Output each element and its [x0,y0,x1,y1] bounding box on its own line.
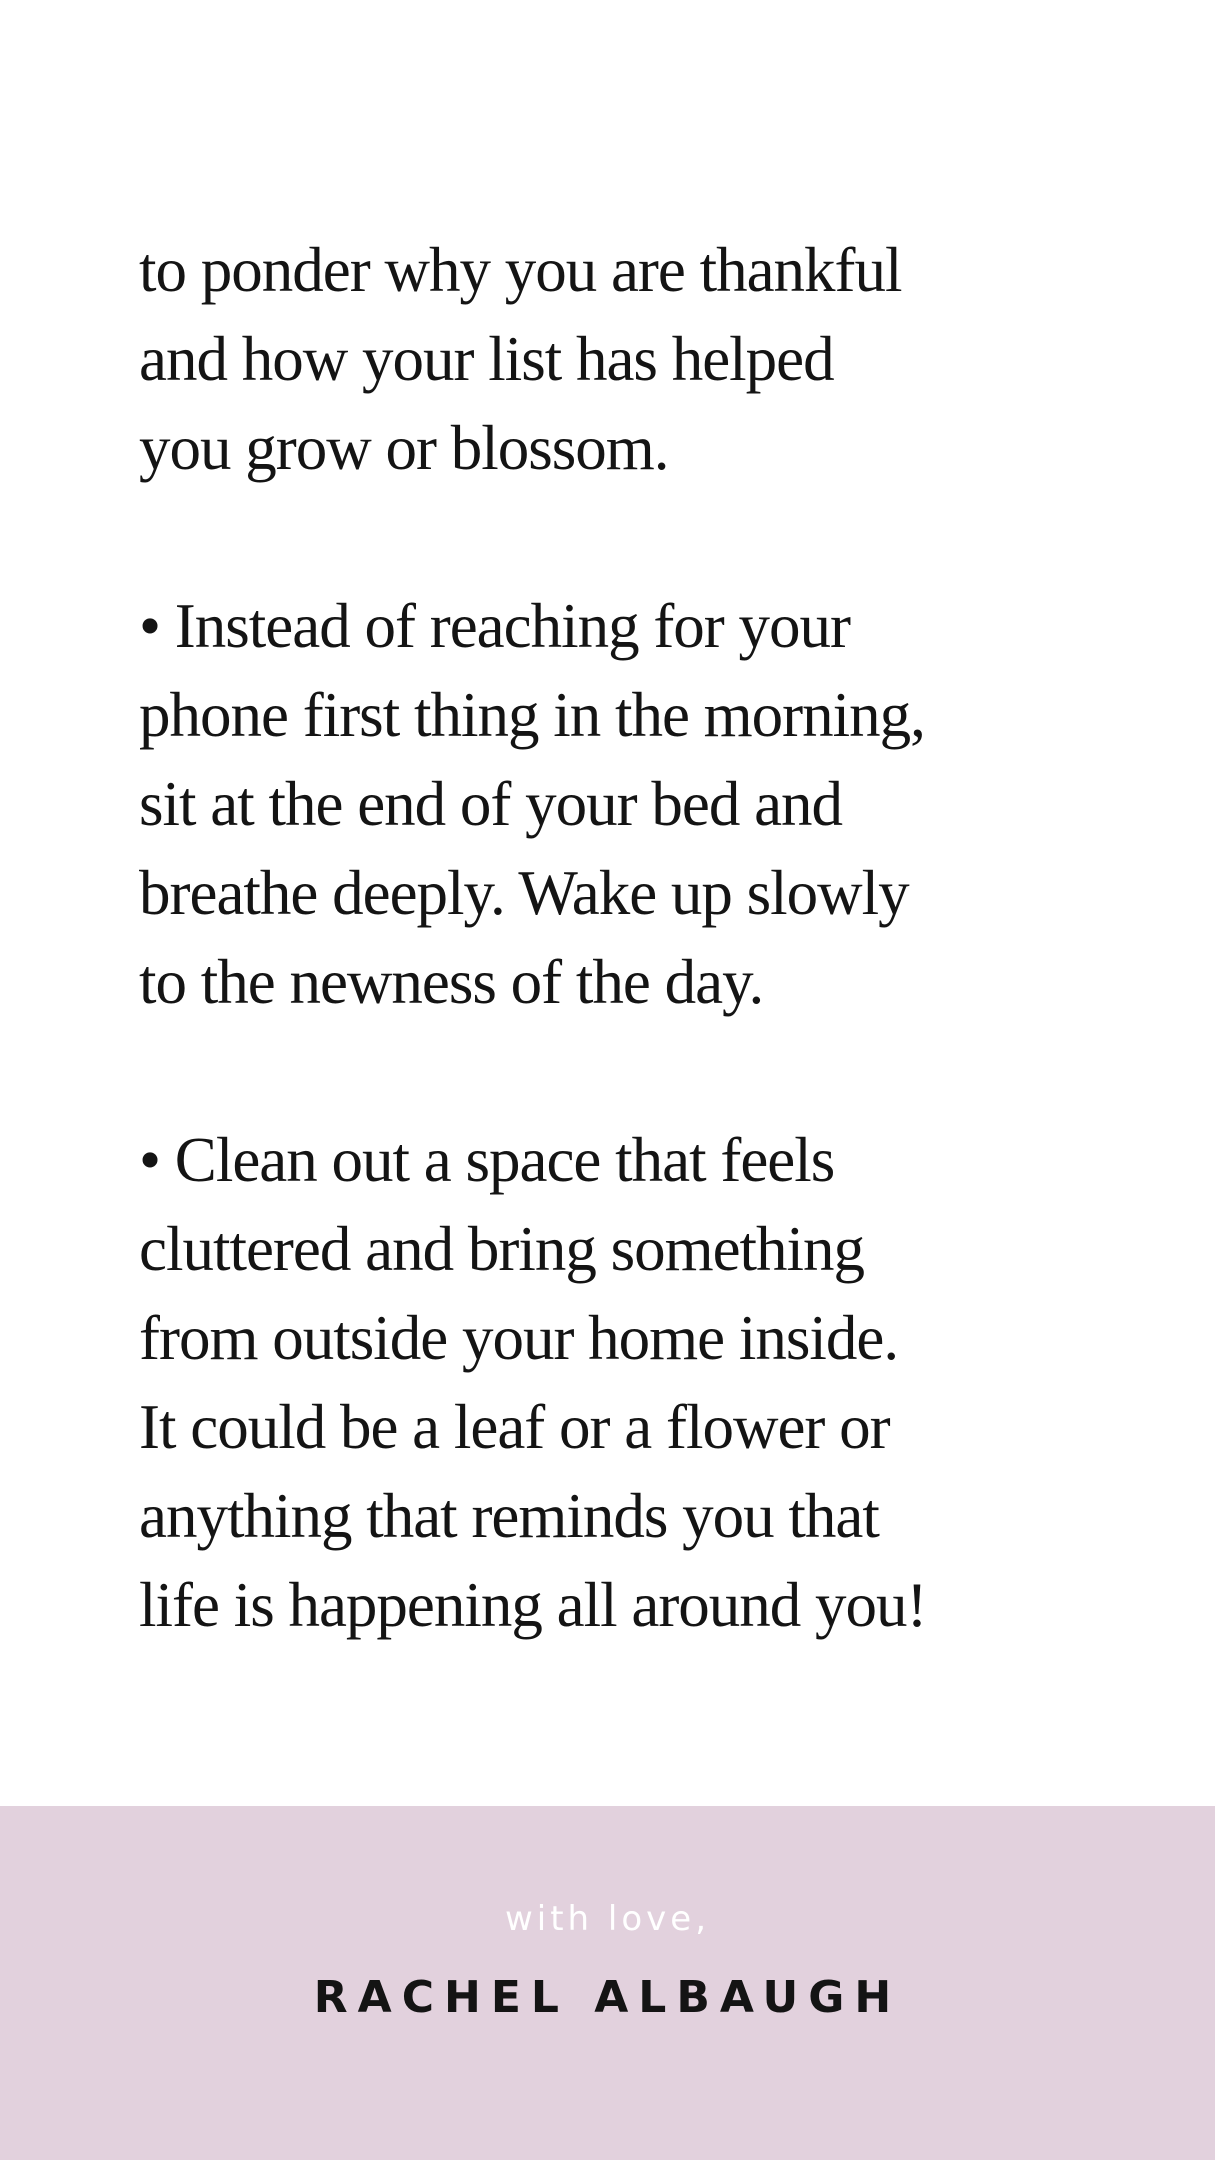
text-line: life is happening all around you! [139,1570,927,1640]
text-line: breathe deeply. Wake up slowly [139,858,909,928]
signoff-text: with love, [504,1899,711,1939]
text-line: phone first thing in the morning, [139,680,925,750]
text-line: cluttered and bring something [139,1214,865,1284]
text-line: • Instead of reaching for your [139,591,851,661]
text-line: you grow or blossom. [139,413,669,483]
main-content [139,226,1099,1739]
paragraph-clean-space-tip [139,1116,1099,1650]
text-line: sit at the end of your bed and [139,769,843,839]
paragraph-intro [139,226,1099,493]
text-line: from outside your home inside. [139,1303,899,1373]
author-name: RACHEL ALBAUGH [313,1972,902,2023]
text-line: It could be a leaf or a flower or [139,1392,890,1462]
text-line: and how your list has helped [139,324,834,394]
text-line: to the newness of the day. [139,947,764,1017]
signature-footer [0,1806,1215,2160]
text-line: to ponder why you are thankful [139,235,902,305]
paragraph-morning-tip [139,582,1099,1027]
text-line: • Clean out a space that feels [139,1125,835,1195]
text-line: anything that reminds you that [139,1481,879,1551]
